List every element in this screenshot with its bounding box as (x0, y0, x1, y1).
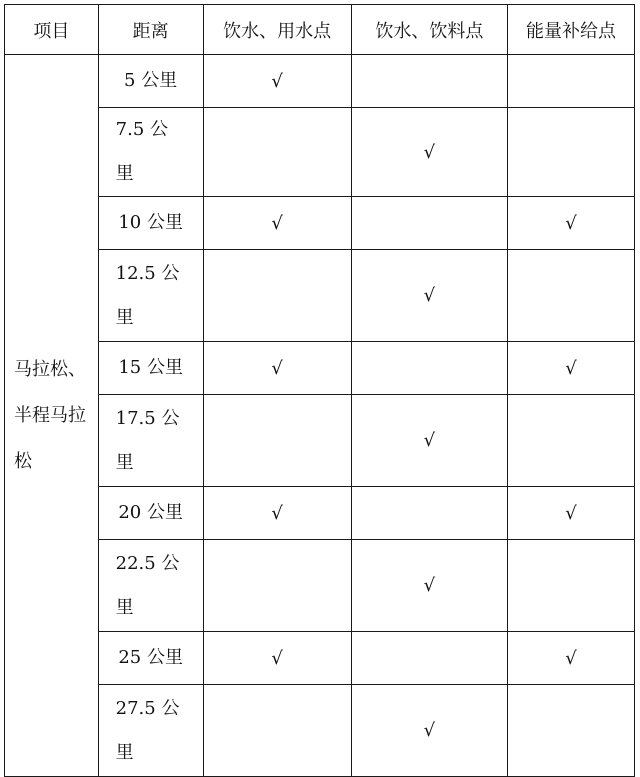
distance-cell (98, 250, 203, 342)
energy-cell (507, 540, 634, 632)
distance-label: 7.5 公里 (115, 119, 168, 184)
energy-cell (507, 108, 634, 197)
table-row (5, 487, 635, 540)
distance-cell (98, 395, 203, 487)
header-energy-station: 能量补给点 (507, 5, 634, 55)
drinks-cell: √ (351, 395, 507, 487)
distance-label: 12.5 公里 (115, 262, 180, 328)
header-item: 项目 (5, 5, 99, 55)
water-cell: √ (203, 55, 351, 108)
water-cell (203, 685, 351, 777)
distance-label: 25 公里 (118, 647, 183, 668)
distance-cell (98, 197, 203, 250)
table-row (5, 108, 635, 197)
distance-cell (98, 540, 203, 632)
drinks-cell: √ (351, 685, 507, 777)
water-cell (203, 540, 351, 632)
energy-cell (507, 250, 634, 342)
supply-station-table (4, 4, 635, 777)
drinks-cell (351, 632, 507, 685)
energy-cell: √ (507, 487, 634, 540)
header-distance: 距离 (98, 5, 203, 55)
water-cell: √ (203, 342, 351, 395)
table-row (5, 395, 635, 487)
drinks-cell: √ (351, 108, 507, 197)
table-body (5, 55, 635, 777)
water-cell (203, 395, 351, 487)
drinks-cell (351, 342, 507, 395)
drinks-cell: √ (351, 540, 507, 632)
drinks-cell: √ (351, 250, 507, 342)
distance-cell (98, 108, 203, 197)
distance-cell (98, 55, 203, 108)
distance-label: 15 公里 (118, 357, 183, 378)
water-cell (203, 108, 351, 197)
drinks-cell (351, 55, 507, 108)
table-row (5, 250, 635, 342)
energy-cell: √ (507, 342, 634, 395)
table-row (5, 197, 635, 250)
item-cell: 马拉松、半程马拉松 (5, 55, 99, 777)
water-cell (203, 250, 351, 342)
table-row (5, 632, 635, 685)
distance-cell (98, 487, 203, 540)
distance-cell (98, 685, 203, 777)
header-drinks-station: 饮水、饮料点 (351, 5, 507, 55)
distance-label: 20 公里 (118, 502, 183, 523)
energy-cell: √ (507, 197, 634, 250)
table-row (5, 55, 635, 108)
header-row (5, 5, 635, 55)
distance-label: 27.5 公里 (115, 697, 180, 763)
energy-cell (507, 395, 634, 487)
table-row (5, 685, 635, 777)
energy-cell: √ (507, 632, 634, 685)
distance-cell (98, 632, 203, 685)
water-cell: √ (203, 197, 351, 250)
drinks-cell (351, 487, 507, 540)
header-water-station: 饮水、用水点 (203, 5, 351, 55)
water-cell: √ (203, 487, 351, 540)
table-row (5, 342, 635, 395)
distance-label: 10 公里 (118, 212, 183, 233)
distance-label: 17.5 公里 (115, 407, 180, 473)
distance-label: 5 公里 (124, 70, 178, 91)
distance-cell (98, 342, 203, 395)
distance-label: 22.5 公里 (115, 552, 180, 618)
energy-cell (507, 55, 634, 108)
table-row (5, 540, 635, 632)
energy-cell (507, 685, 634, 777)
water-cell: √ (203, 632, 351, 685)
drinks-cell (351, 197, 507, 250)
